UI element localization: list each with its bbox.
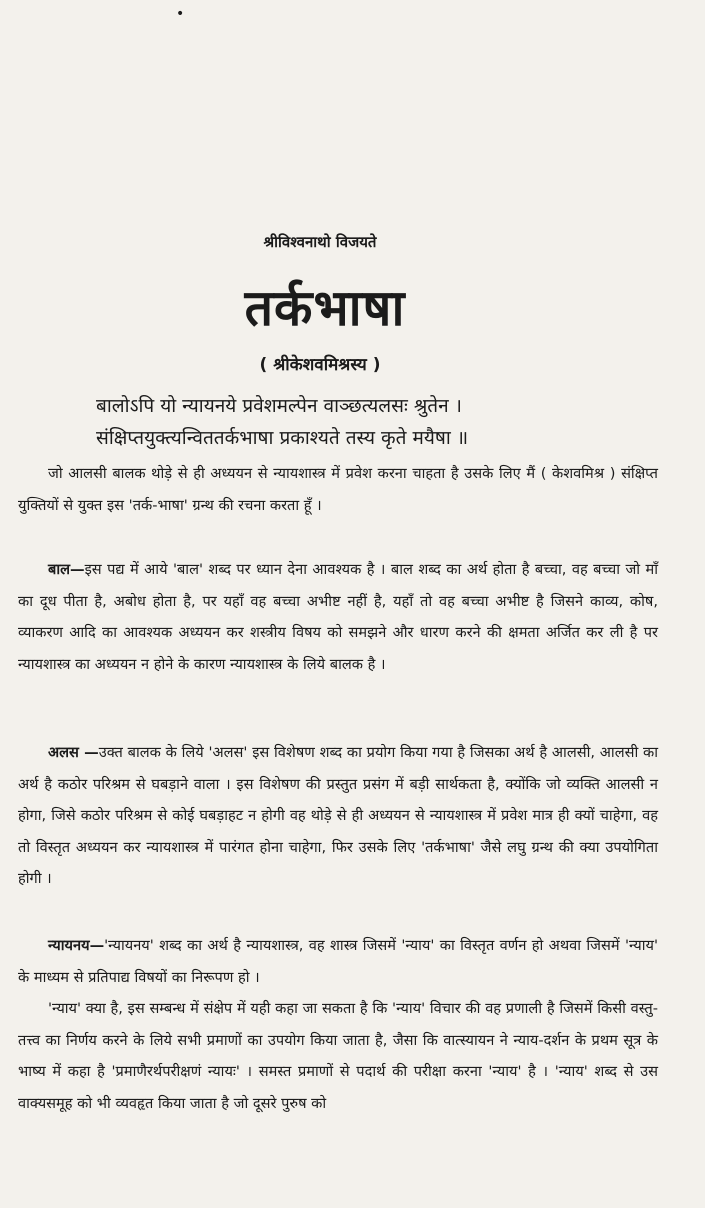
- invocation-line: श्रीविश्वनाथो विजयते: [263, 233, 377, 251]
- page-title: तर्कभाषा: [244, 279, 406, 337]
- paragraph-nyayanaya-text: 'न्यायनय' शब्द का अर्थ है न्यायशास्त्र, वह शास्त्र जिसमें 'न्याय' का विस्तृत वर्णन हो अथवा जिसमें 'न्याय' के माध्यम से प्रतिपाद्य विषयों का निरूपण हो ।: [18, 937, 658, 986]
- term-nyayanaya: न्यायनय—: [48, 937, 105, 954]
- paragraph-nyaya-definition: 'न्याय' क्या है, इस सम्बन्ध में संक्षेप में यही कहा जा सकता है कि 'न्याय' विचार की वह प्रणाली है जिसमें किसी वस्तु-तत्त्व का निर्णय करने के लिये सभी प्रमाणों का उपयोग किया जाता है, जैसा कि वात्स्यायन ने न्याय-दर्शन के प्रथम सूत्र के भाष्य में कहा है 'प्रमाणैरर्थपरीक्षणं न्यायः' । समस्त प्रमाणों से पदार्थ की परीक्षा करना 'न्याय' है । 'न्याय' शब्द से उस वाक्यसमूह को भी व्यवहृत किया जाता है जो दूसरे पुरुष को: [18, 1000, 658, 1112]
- term-bala: बाल—: [48, 561, 85, 578]
- paragraph-translation: जो आलसी बालक थोड़े से ही अध्ययन से न्यायशास्त्र में प्रवेश करना चाहता है उसके लिए मैं ( केशवमिश्र ) संक्षिप्त युक्तियों से युक्त इस 'तर्क-भाषा' ग्रन्थ की रचना करता हूँ ।: [18, 465, 658, 514]
- paragraph-bala: [18, 554, 658, 680]
- page-top-mark: •: [176, 6, 185, 22]
- paragraph-alasa: [18, 737, 658, 895]
- term-alasa: अलस —: [48, 744, 99, 761]
- verse-line-2: संक्षिप्तयुक्त्यन्विततर्कभाषा प्रकाश्यते तस्य कृते मयैषा ॥: [96, 427, 469, 449]
- author-line: ( श्रीकेशवमिश्रस्य ): [259, 355, 381, 375]
- verse-line-1: बालोऽपि यो न्यायनये प्रवेशमल्पेन वाञ्छत्यलसः श्रुतेन ।: [96, 395, 462, 417]
- paragraph-bala-text: इस पद्य में आये 'बाल' शब्द पर ध्यान देना आवश्यक है । बाल शब्द का अर्थ होता है बच्चा, वह बच्चा जो माँ का दूध पीता है, अबोध होता है, पर यहाँ वह बच्चा अभीष्ट नहीं है, यहाँ तो वह बच्चा अभीष्ट है जिसने काव्य, कोष, व्याकरण आदि का आवश्यक अध्ययन कर शस्त्रीय विषय को समझने और धारण करने की क्षमता अर्जित कर ली है पर न्यायशास्त्र का अध्ययन न होने के कारण न्यायशास्त्र के लिये बालक है ।: [18, 561, 658, 673]
- paragraph-alasa-text: उक्त बालक के लिये 'अलस' इस विशेषण शब्द का प्रयोग किया गया है जिसका अर्थ है आलसी, आलसी का अर्थ है कठोर परिश्रम से घबड़ाने वाला । इस विशेषण की प्रस्तुत प्रसंग में बड़ी सार्थकता है, क्योंकि जो व्यक्ति आलसी न होगा, जिसे कठोर परिश्रम से कोई घबड़ाहट न होगी वह थोड़े से ही अध्ययन से न्यायशास्त्र में प्रवेश मात्र ही क्यों चाहेगा, वह तो विस्तृत अध्ययन कर न्यायशास्त्र में पारंगत होना चाहेगा, फिर उसके लिए 'तर्कभाषा' जैसे लघु ग्रन्थ की क्या उपयोगिता होगी ।: [18, 744, 658, 887]
- paragraph-nyayanaya: [18, 930, 658, 993]
